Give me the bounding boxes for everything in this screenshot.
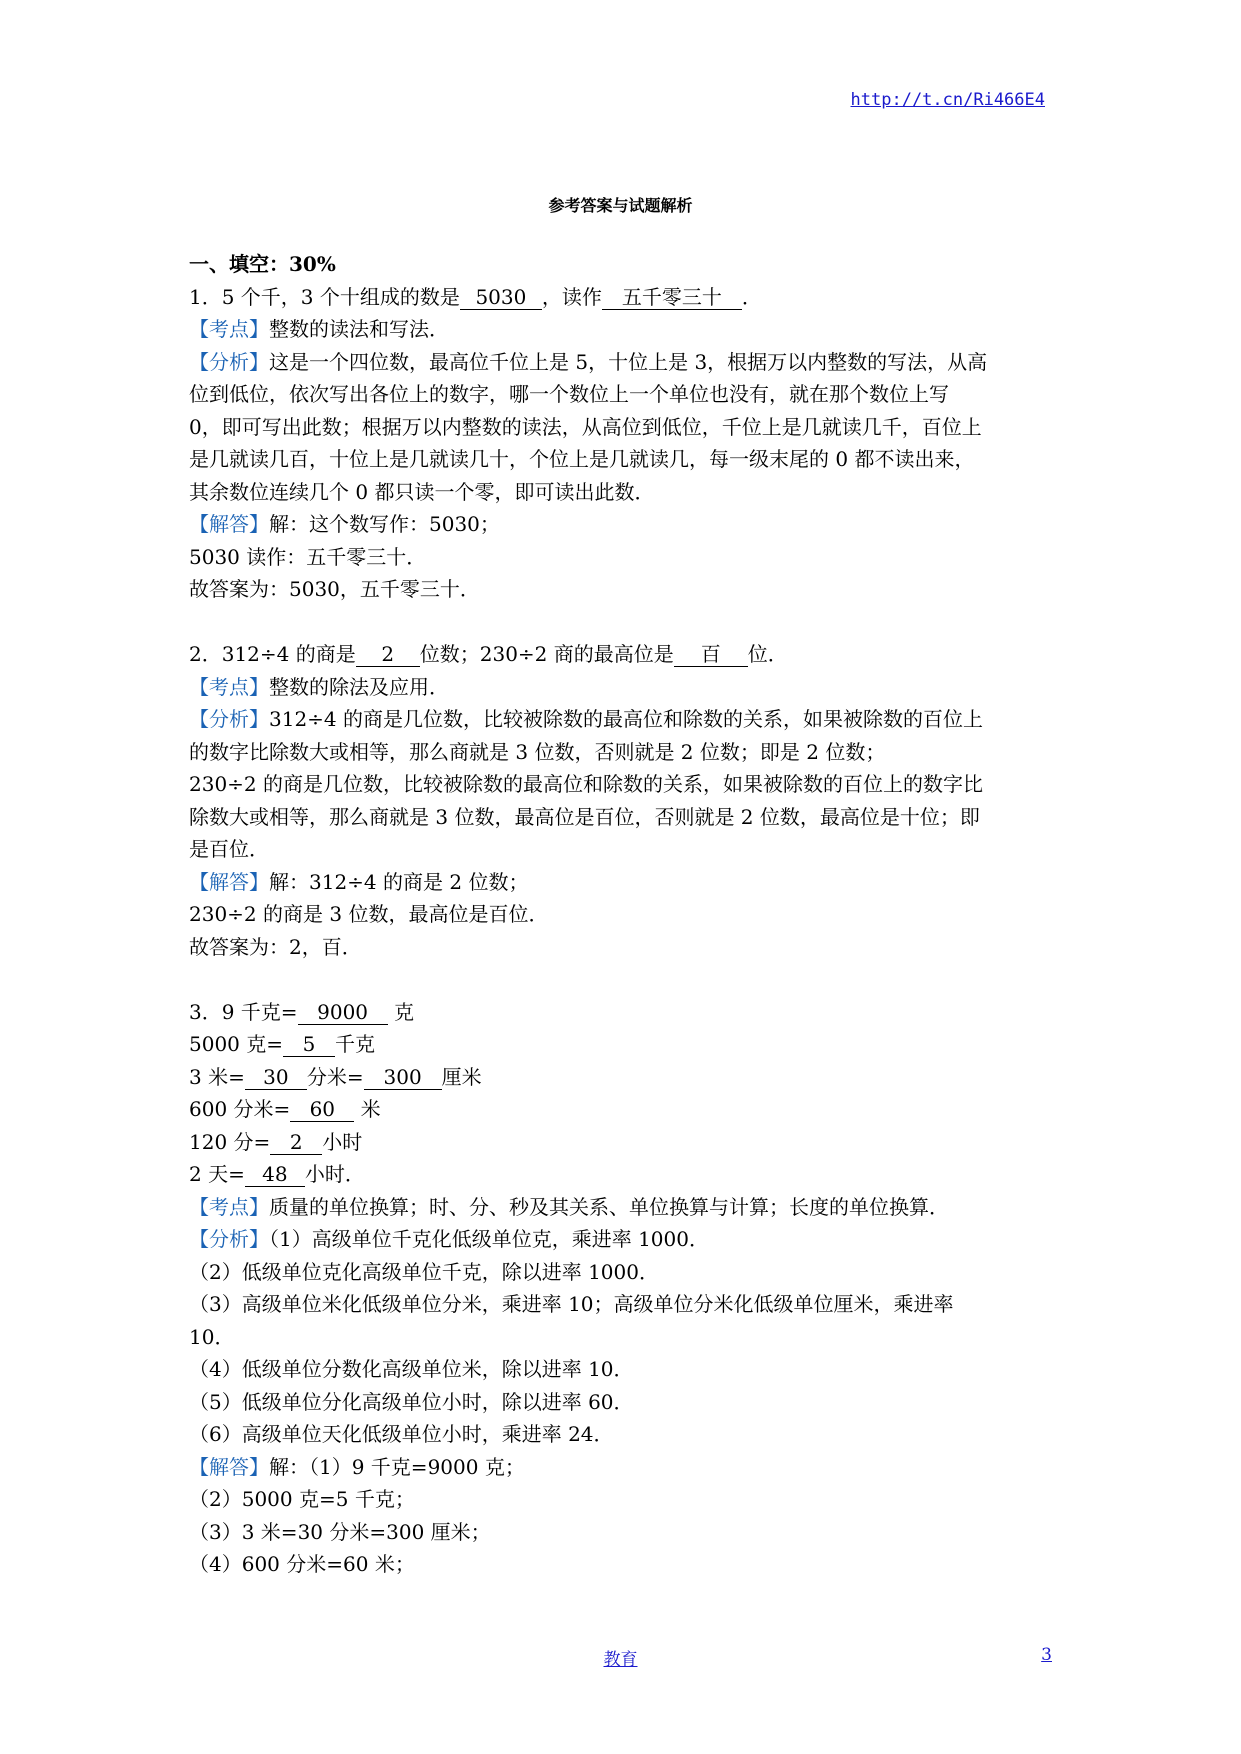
q1-kaodian-text: 整数的读法和写法． xyxy=(269,317,449,341)
q3-jieda-2: （2）5000 克=5 千克； xyxy=(189,1487,415,1511)
q1-pre: 1．5 个千，3 个十组成的数是 xyxy=(189,284,460,309)
q3-l4-pre: 600 分米= xyxy=(189,1097,291,1121)
q3-jieda-3: （3）3 米=30 分米=300 厘米； xyxy=(189,1519,491,1544)
q3-line-1 xyxy=(189,996,1069,1029)
q3-line-5 xyxy=(189,1126,1069,1159)
q3-answer-3: 30 xyxy=(245,1065,307,1090)
q1-fenxi-2: 位到低位，依次写出各位上的数字，哪一个数位上一个单位也没有，就在那个数位上写 xyxy=(189,382,949,406)
q3-l3-end: 厘米 xyxy=(441,1064,482,1089)
q2-question xyxy=(189,638,1069,671)
q1-end: ． xyxy=(741,284,762,309)
q3-fenxi-3: （3）高级单位米化低级单位分米，乘进率 10；高级单位分米化低级单位厘米，乘进率 xyxy=(189,1292,954,1316)
q3-fenxi-text-1: （1）高级单位千克化低级单位克，乘进率 1000． xyxy=(269,1227,709,1251)
q2-pre: 2．312÷4 的商是 xyxy=(189,642,356,666)
q3-l6-pre: 2 天= xyxy=(189,1162,245,1186)
q2-mid: 位数；230÷2 商的最高位是 xyxy=(419,642,674,666)
q3-jieda-text-1: 解：（1）9 千克=9000 克； xyxy=(269,1454,525,1479)
q3-l5-pre: 120 分= xyxy=(189,1129,271,1154)
q2-answer-1: 2 xyxy=(356,642,420,667)
q1-answer-2: 五千零三十 xyxy=(602,285,742,310)
q3-fenxi-2: （2）低级单位克化高级单位千克，除以进率 1000． xyxy=(189,1259,659,1284)
q3-l3-pre: 3 米= xyxy=(189,1064,245,1089)
jieda-tag: 【解答】 xyxy=(189,512,269,536)
q3-answer-5: 60 xyxy=(290,1097,354,1122)
q1-jieda-2: 5030 读作：五千零三十． xyxy=(189,544,427,569)
q3-jieda-1 xyxy=(189,1451,1069,1484)
q1-jieda-1 xyxy=(189,508,1069,541)
q2-fenxi-1 xyxy=(189,703,1069,736)
kaodian-tag: 【考点】 xyxy=(189,1194,269,1219)
q2-fenxi-5: 是百位． xyxy=(189,837,269,861)
q3-fenxi-6: （5）低级单位分化高级单位小时，除以进率 60． xyxy=(189,1389,634,1414)
q1-answer-1: 5030 xyxy=(460,285,542,310)
q2-fenxi-2: 的数字比除数大或相等，那么商就是 3 位数，否则就是 2 位数；即是 2 位数； xyxy=(189,739,886,764)
q3-l3-mid: 分米= xyxy=(306,1064,364,1089)
q3-line-6 xyxy=(189,1158,1069,1191)
q3-fenxi-4: 10． xyxy=(189,1324,235,1349)
q3-line-2 xyxy=(189,1028,1069,1061)
q2-kaodian-text: 整数的除法及应用． xyxy=(269,674,449,699)
q3-fenxi-1 xyxy=(189,1223,1069,1256)
fenxi-tag: 【分析】 xyxy=(189,707,269,731)
footer-link[interactable]: 教育 xyxy=(603,1650,638,1670)
q3-l4-end: 米 xyxy=(360,1097,381,1121)
q2-jieda-2: 230÷2 的商是 3 位数，最高位是百位． xyxy=(189,902,549,926)
q3-fenxi-5: （4）低级单位分数化高级单位米，除以进率 10． xyxy=(189,1357,634,1381)
q3-l2-end: 千克 xyxy=(335,1032,376,1056)
q1-fenxi-3: 0，即可写出此数；根据万以内整数的读法，从高位到低位，千位上是几就读几千，百位上 xyxy=(189,414,982,439)
q1-fenxi-4: 是几就读几百，十位上是几就读几十，个位上是几就读几，每一级末尾的 0 都不读出来， xyxy=(189,447,975,471)
q2-jieda-text-1: 解：312÷4 的商是 2 位数； xyxy=(269,869,529,894)
q1-jieda-text-1: 解：这个数写作：5030； xyxy=(269,512,500,536)
q2-kaodian xyxy=(189,671,1069,704)
q3-answer-7: 48 xyxy=(245,1162,305,1187)
q3-answer-4: 300 xyxy=(364,1065,442,1090)
spacer xyxy=(189,606,1069,639)
kaodian-tag: 【考点】 xyxy=(189,317,269,341)
q3-line-3 xyxy=(189,1061,1069,1094)
fenxi-tag: 【分析】 xyxy=(189,1227,269,1251)
q1-fenxi-1 xyxy=(189,346,1069,379)
q1-kaodian xyxy=(189,313,1069,346)
content-body xyxy=(189,248,1069,1581)
q3-l2-pre: 5000 克= xyxy=(189,1032,284,1056)
q1-jieda-3: 故答案为：5030，五千零三十． xyxy=(189,577,480,601)
q1-question xyxy=(189,281,1069,314)
q2-answer-2: 百 xyxy=(674,642,748,667)
q2-jieda-3: 故答案为：2，百． xyxy=(189,934,362,959)
section-heading: 一、填空：30% xyxy=(189,252,336,276)
kaodian-tag: 【考点】 xyxy=(189,674,269,699)
fenxi-tag: 【分析】 xyxy=(189,349,269,374)
q3-l6-end: 小时． xyxy=(304,1162,365,1186)
q2-end: 位． xyxy=(747,642,788,666)
q2-fenxi-4: 除数大或相等，那么商就是 3 位数，最高位是百位，否则就是 2 位数，最高位是十位；即 xyxy=(189,804,980,829)
q3-l5-end: 小时 xyxy=(322,1129,363,1154)
jieda-tag: 【解答】 xyxy=(189,1454,269,1479)
q3-kaodian xyxy=(189,1191,1069,1224)
q3-l1-pre: 3．9 千克= xyxy=(189,999,298,1024)
q3-answer-1: 9000 xyxy=(298,1000,388,1025)
q3-answer-2: 5 xyxy=(283,1032,335,1057)
q2-jieda-1 xyxy=(189,866,1069,899)
header-link[interactable]: http://t.cn/Ri466E4 xyxy=(850,90,1045,110)
q2-fenxi-3: 230÷2 的商是几位数，比较被除数的最高位和除数的关系，如果被除数的百位上的数字比 xyxy=(189,772,984,796)
q3-fenxi-7: （6）高级单位天化低级单位小时，乘进率 24． xyxy=(189,1422,614,1446)
q1-fenxi-text-1: 这是一个四位数，最高位千位上是 5，十位上是 3，根据万以内整数的写法，从高 xyxy=(269,349,988,374)
spacer xyxy=(189,963,1069,996)
q2-fenxi-text-1: 312÷4 的商是几位数，比较被除数的最高位和除数的关系，如果被除数的百位上 xyxy=(269,707,984,731)
q1-mid: ，读作 xyxy=(541,284,602,309)
page-title: 参考答案与试题解析 xyxy=(548,196,693,215)
q1-fenxi-5: 其余数位连续几个 0 都只读一个零，即可读出此数． xyxy=(189,479,655,504)
page-number[interactable]: 3 xyxy=(1041,1645,1052,1665)
q3-line-4 xyxy=(189,1093,1069,1126)
q3-l1-end: 克 xyxy=(393,999,414,1024)
q3-answer-6: 2 xyxy=(270,1130,322,1155)
q3-jieda-4: （4）600 分米=60 米； xyxy=(189,1552,415,1576)
q3-kaodian-text: 质量的单位换算；时、分、秒及其关系、单位换算与计算；长度的单位换算． xyxy=(269,1194,949,1219)
jieda-tag: 【解答】 xyxy=(189,869,269,894)
